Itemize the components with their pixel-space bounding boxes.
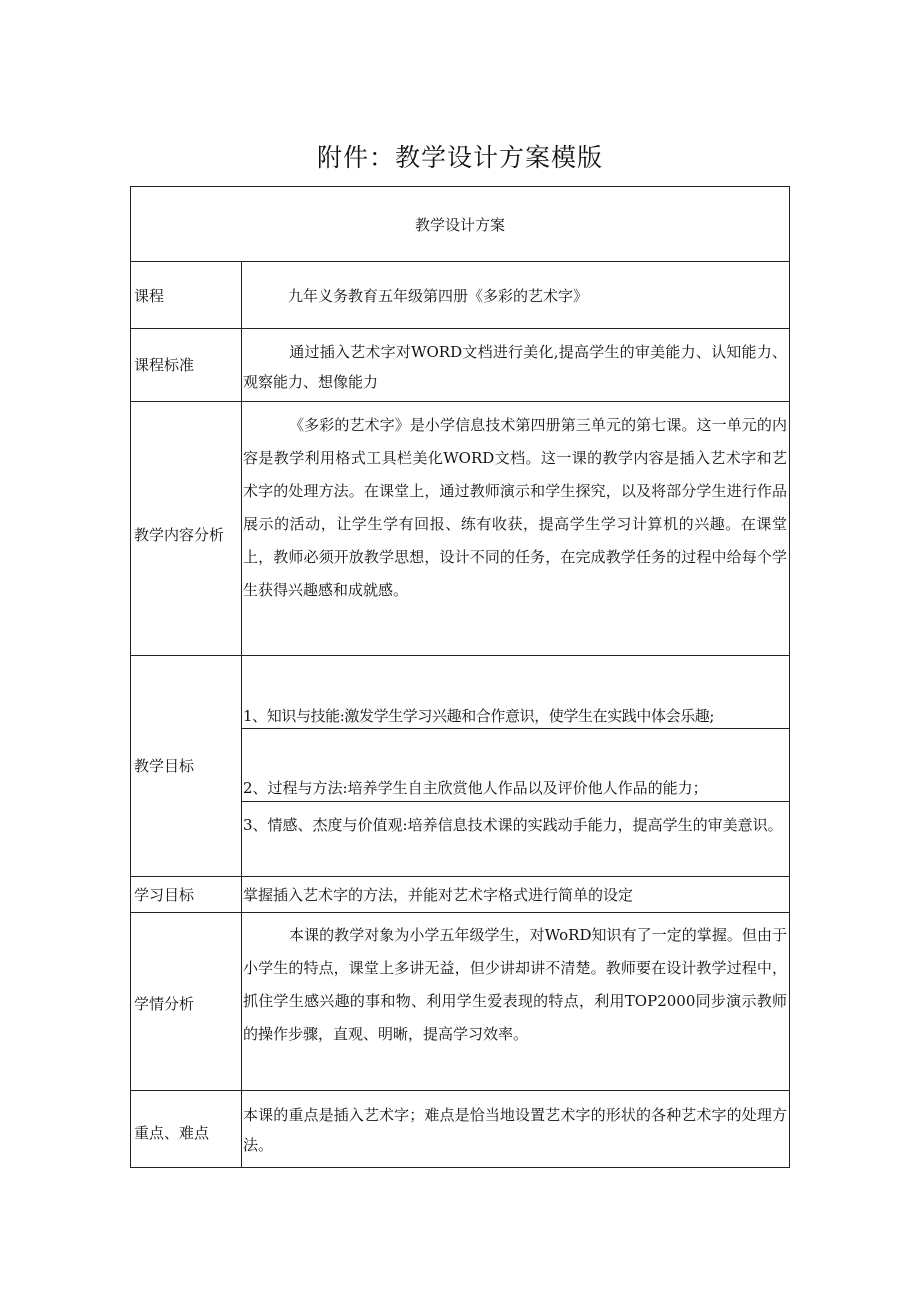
label-key-points: 重点、难点	[134, 1124, 210, 1142]
objective-item-2: 2、过程与方法:培养学生自主欣赏他人作品以及评价他人作品的能力；	[243, 779, 708, 797]
learner-analysis-text: 本课的教学对象为小学五年级学生，对WoRD知识有了一定的掌握。但由于小学生的特点，课堂上多讲无益，但少讲却讲不清楚。教师要在设计教学过程中，抓住学生感兴趣的事和物、利用学生爱表现的特点，利用TOP2000同步演示教师的操作步骤，直观、明晰，提高学习效率。	[243, 926, 787, 1043]
objective-item-3: 3、情感、杰度与价值观:培养信息技术课的实践动手能力，提高学生的审美意识。	[243, 816, 783, 834]
column-divider	[241, 261, 242, 1167]
row-divider	[131, 401, 789, 402]
standard-text: 通过插入艺术字对WORD文档进行美化,提高学生的审美能力、认知能力、观察能力、想像能力	[243, 343, 787, 391]
value-key-points: 本课的重点是插入艺术字；难点是恰当地设置艺术字的形状的各种艺术字的处理方法。	[243, 1106, 787, 1154]
row-divider	[241, 801, 789, 802]
label-objectives: 教学目标	[134, 757, 195, 775]
value-learner-analysis	[243, 919, 787, 1051]
row-divider	[131, 876, 789, 877]
value-course: 九年义务教育五年级第四册《多彩的艺术字》	[288, 287, 589, 305]
page-title: 附件：教学设计方案模版	[316, 143, 603, 172]
row-divider	[131, 912, 789, 913]
lesson-plan-table	[130, 186, 790, 1168]
label-learning-goal: 学习目标	[134, 886, 195, 904]
label-content-analysis: 教学内容分析	[134, 526, 225, 544]
row-divider	[131, 328, 789, 329]
row-divider	[241, 728, 789, 729]
table-header: 教学设计方案	[414, 216, 505, 234]
value-learning-goal: 掌握插入艺术字的方法，并能对艺术字格式进行简单的设定	[243, 886, 634, 904]
value-content-analysis	[243, 409, 787, 607]
content-analysis-text: 《多彩的艺术字》是小学信息技术第四册第三单元的第七课。这一单元的内容是教学利用格式工具栏美化WORD文档。这一课的教学内容是插入艺术字和艺术字的处理方法。在课堂上，通过教师演示和学生探究，以及将部分学生进行作品展示的活动，让学生学有回报、练有收获，提高学生学习计算机的兴趣。在课堂上，教师必须开放教学思想，设计不同的任务，在完成教学任务的过程中给每个学生获得兴趣感和成就感。	[243, 416, 787, 599]
row-divider	[131, 261, 789, 262]
label-learner-analysis: 学情分析	[134, 995, 195, 1013]
row-divider	[131, 1090, 789, 1091]
row-divider	[131, 655, 789, 656]
label-standard: 课程标准	[134, 356, 195, 374]
objective-item-1: 1、知识与技能:激发学生学习兴趣和合作意识，使学生在实践中体会乐趣;	[243, 707, 715, 725]
label-course: 课程	[134, 287, 165, 305]
value-standard	[243, 337, 787, 397]
